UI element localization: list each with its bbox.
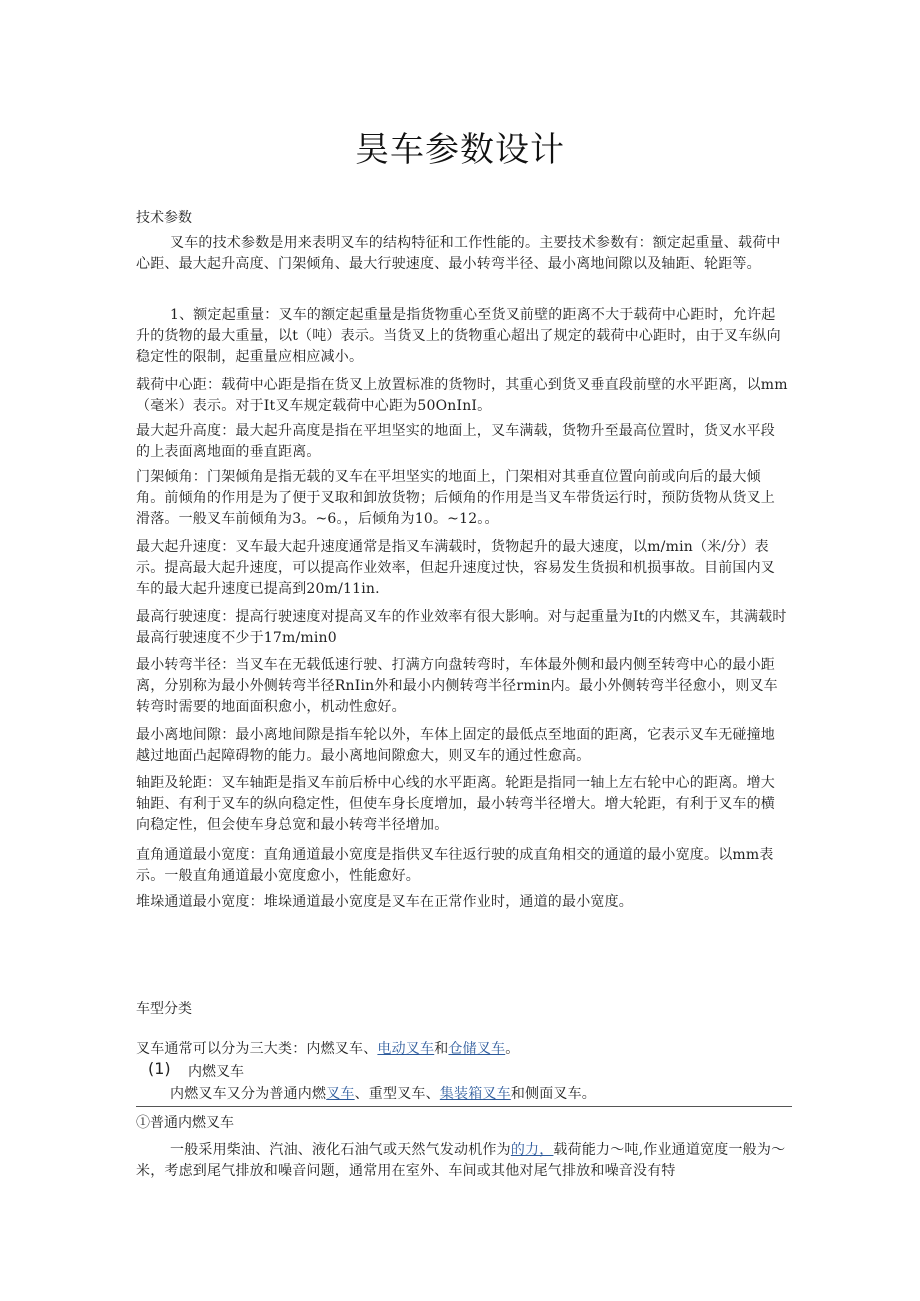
link-forklift[interactable]: 叉车 [326, 1086, 355, 1102]
paragraph-max-travel-speed: 最高行驶速度：提高行驶速度对提高叉车的作业效率有很大影响。对与起重量为It的内燃叉车，其满载时最高行驶速度不少于17m/min0 [136, 609, 787, 646]
paragraph-wheelbase: 轴距及轮距：叉车轴距是指叉车前后桥中心线的水平距离。轮距是指同一轴上左右轮中心的距离。增大轴距、有利于叉车的纵向稳定性，但使车身长度增加，最小转弯半径增大。增大轮距，有利于叉车的横向稳定性，但会使车身总宽和最小转弯半径增加。 [136, 775, 775, 833]
paragraph-standard-ic [136, 1140, 792, 1182]
subsection-number: (1) [148, 1059, 171, 1078]
paragraph-mast-tilt: 门架倾角：门架倾角是指无载的叉车在平坦坚实的地面上，门架相对其垂直位置向前或向后的最大倾角。前倾角的作用是为了便于叉取和卸放货物；后倾角的作用是当叉车带货运行时，预防货物从货叉上滑落。一般叉车前倾角为3。~6。，后倾角为10。~12。。 [136, 469, 775, 527]
paragraph-ic-subtypes [170, 1084, 790, 1105]
text: 一般采用柴油、汽油、液化石油气或天然气发动机作为 [170, 1142, 511, 1158]
section-heading-tech-params: 技术参数 [136, 210, 192, 226]
text: 、重型叉车、 [354, 1086, 440, 1102]
text: 载荷能力～吨,作业通道宽度一般为～米，考虑到尾气排放和噪音问题，通常用在室外、车间或其他对尾气排放和噪音没有特 [136, 1142, 786, 1179]
paragraph-max-lift-height: 最大起升高度：最大起升高度是指在平坦坚实的地面上，叉车满载，货物升至最高位置时，货叉水平段的上表面离地面的垂直距离。 [136, 423, 775, 460]
paragraph-turning-radius: 最小转弯半径：当叉车在无载低速行驶、打满方向盘转弯时，车体最外侧和最内侧至转弯中心的最小距离，分别称为最小外侧转弯半径RnIin外和最小内侧转弯半径rmin内。最小外侧转弯半径愈小，则叉车转弯时需要的地面面积愈小，机动性愈好。 [136, 657, 778, 715]
paragraph-right-angle-aisle: 直角通道最小宽度：直角通道最小宽度是指供叉车往返行驶的成直角相交的通道的最小宽度。以mm表示。一般直角通道最小宽度愈小，性能愈好。 [136, 847, 774, 884]
paragraph-ground-clearance: 最小离地间隙：最小离地间隙是指车轮以外，车体上固定的最低点至地面的距离，它表示叉车无碰撞地越过地面凸起障碍物的能力。最小离地间隙愈大，则叉车的通过性愈高。 [136, 727, 775, 764]
divider-line [136, 1106, 792, 1107]
paragraph-rated-load: 1、额定起重量：叉车的额定起重量是指货物重心至货叉前壁的距离不大于载荷中心距时，允许起升的货物的最大重量，以t（吨）表示。当货叉上的货物重心超出了规定的载荷中心距时，由于叉车纵向稳定性的限制，起重量应相应减小。 [136, 307, 781, 365]
paragraph-intro: 叉车的技术参数是用来表明叉车的结构特征和工作性能的。主要技术参数有：额定起重量、载荷中心距、最大起升高度、门架倾角、最大行驶速度、最小转弯半径、最小离地间隙以及轴距、轮距等。 [136, 235, 781, 272]
section-heading-vehicle-types: 车型分类 [136, 1001, 192, 1017]
link-power[interactable]: 的力， [510, 1142, 554, 1158]
paragraph-types-intro [136, 1039, 788, 1060]
link-warehouse-forklift[interactable]: 仓储叉车 [448, 1041, 506, 1057]
item-title-standard-ic: ①普通内燃叉车 [136, 1115, 234, 1131]
paragraph-max-lift-speed: 最大起升速度：叉车最大起升速度通常是指叉车满载时，货物起升的最大速度，以m/min（米/分）表示。提高最大起升速度，可以提高作业效率，但起升速度过快，容易发生货损和机损事故。目前国内叉车的最大起升速度已提高到20m/11in. [136, 539, 775, 597]
link-electric-forklift[interactable]: 电动叉车 [377, 1041, 435, 1057]
paragraph-stacking-aisle: 堆垛通道最小宽度：堆垛通道最小宽度是叉车在正常作业时，通道的最小宽度。 [136, 894, 633, 910]
subsection-title-ic-forklift: 内燃叉车 [188, 1064, 244, 1080]
link-container-forklift[interactable]: 集装箱叉车 [439, 1086, 511, 1102]
text: 。 [505, 1041, 520, 1057]
paragraph-load-center: 载荷中心距：载荷中心距是指在货叉上放置标准的货物时，其重心到货叉垂直段前壁的水平距离，以mm（毫米）表示。对于It叉车规定载荷中心距为50OnInI。 [136, 377, 788, 414]
page-title: 昊车参数设计 [355, 130, 565, 170]
text: 和 [434, 1041, 449, 1057]
text: 内燃叉车又分为普通内燃 [170, 1086, 327, 1102]
text: 叉车通常可以分为三大类：内燃叉车、 [136, 1041, 378, 1057]
text: 和侧面叉车。 [510, 1086, 597, 1102]
